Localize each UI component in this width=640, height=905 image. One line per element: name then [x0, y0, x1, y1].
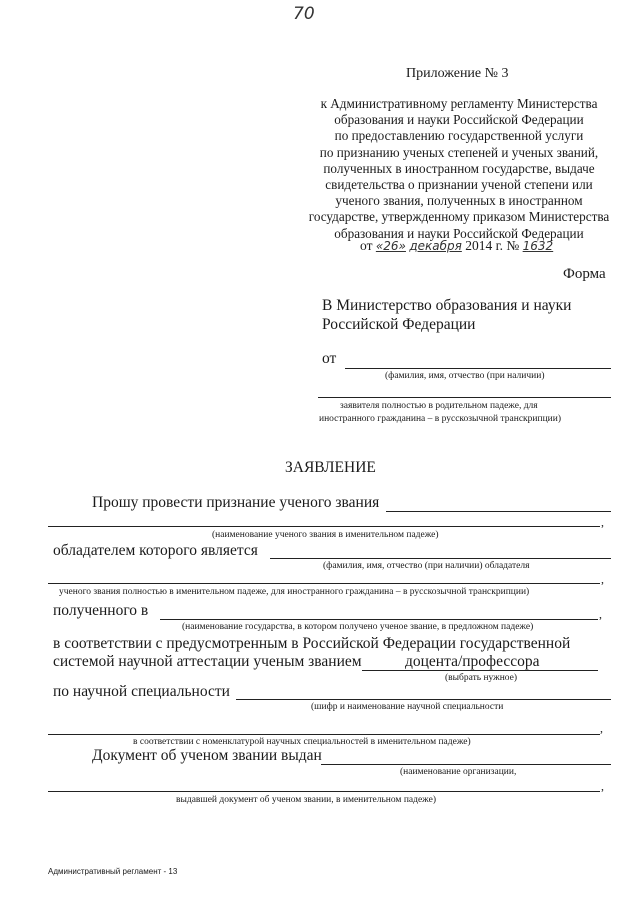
rank-hint: (выбрать нужное)	[445, 673, 518, 683]
date-day: «26»	[375, 239, 406, 253]
comma: ,	[600, 721, 603, 735]
appendix-line: ученого звания, полученных в иностранном	[335, 193, 583, 209]
comma: ,	[601, 779, 604, 793]
date-year: 2014 г. №	[465, 238, 520, 253]
comma: ,	[599, 607, 602, 621]
comma: ,	[601, 515, 604, 529]
rank-name-field-1[interactable]	[386, 511, 611, 512]
from-field[interactable]	[345, 368, 611, 369]
accordance-line2: системой научной аттестации ученым званием	[53, 653, 362, 670]
org-hint-2: выдавшей документ об ученом звании, в именительном падеже)	[176, 795, 436, 805]
comma: ,	[601, 572, 604, 586]
specialty-label: по научной специальности	[53, 683, 230, 700]
rank-name-hint: (наименование ученого звания в именительном падеже)	[212, 530, 439, 540]
specialty-field-2[interactable]	[48, 734, 600, 735]
org-field-1[interactable]	[321, 764, 611, 765]
org-field-2[interactable]	[48, 791, 600, 792]
holder-label: обладателем которого является	[53, 542, 258, 559]
statement-title: ЗАЯВЛЕНИЕ	[285, 459, 376, 476]
obtained-label: полученного в	[53, 602, 149, 619]
appendix-date	[360, 238, 553, 254]
specialty-field-1[interactable]	[236, 699, 611, 700]
country-hint: (наименование государства, в котором получено ученое звание, в предложном падеже)	[182, 622, 534, 632]
rank-field[interactable]	[362, 670, 598, 671]
country-field[interactable]	[160, 619, 598, 620]
date-prefix: от	[360, 238, 373, 253]
appendix-line: образования и науки Российской Федерации	[334, 112, 584, 128]
footer: Административный регламент - 13	[48, 867, 178, 876]
appendix-text	[300, 96, 618, 242]
page-number-handwritten: 70	[293, 4, 315, 24]
order-number: 1632	[522, 239, 554, 253]
appendix-title: Приложение № 3	[406, 66, 509, 81]
appendix-line: полученных в иностранном государстве, выдаче	[323, 160, 595, 176]
applicant-field[interactable]	[318, 397, 611, 398]
holder-hint-2: ученого звания полностью в именительном падеже, для иностранного гражданина – в русскозычной транскрипции)	[59, 587, 530, 597]
specialty-hint: (шифр и наименование научной специальности	[311, 702, 504, 712]
org-hint: (наименование организации,	[400, 767, 517, 777]
holder-field-1[interactable]	[270, 558, 611, 559]
appendix-line: государстве, утвержденному приказом Министерства	[308, 209, 610, 225]
specialty-hint-2: в соответствии с номенклатурой научных специальностей в именительном падеже)	[133, 737, 471, 747]
applicant-hint-2: иностранного гражданина – в русскозычной транскрипции)	[319, 414, 561, 424]
accordance-line1: в соответствии с предусмотренным в Российской Федерации государственной	[53, 635, 571, 652]
holder-hint: (фамилия, имя, отчество (при наличии) обладателя	[323, 561, 530, 571]
rank-value[interactable]: доцента/профессора	[405, 653, 540, 670]
appendix-line: к Административному регламенту Министерства	[320, 96, 598, 111]
applicant-hint-1: заявителя полностью в родительном падеже, для	[340, 401, 538, 411]
rank-name-field-2[interactable]	[48, 526, 600, 527]
addressee-line1: В Министерство образования и науки	[322, 297, 572, 314]
appendix-line: свидетельства о признании ученой степени или	[325, 177, 593, 193]
date-month: декабря	[409, 239, 462, 253]
addressee-line2: Российской Федерации	[322, 316, 476, 333]
document-label: Документ об ученом звании выдан	[92, 747, 322, 764]
form-label: Форма	[563, 266, 606, 282]
request-label: Прошу провести признание ученого звания	[92, 494, 380, 511]
from-label: от	[322, 350, 337, 367]
from-hint: (фамилия, имя, отчество (при наличии)	[385, 371, 545, 381]
appendix-line: образования и науки Российской Федерации	[334, 225, 584, 241]
holder-field-2[interactable]	[48, 583, 600, 584]
appendix-line: по признанию ученых степеней и ученых званий,	[319, 144, 599, 160]
appendix-line: по предоставлению государственной услуги	[334, 128, 584, 144]
